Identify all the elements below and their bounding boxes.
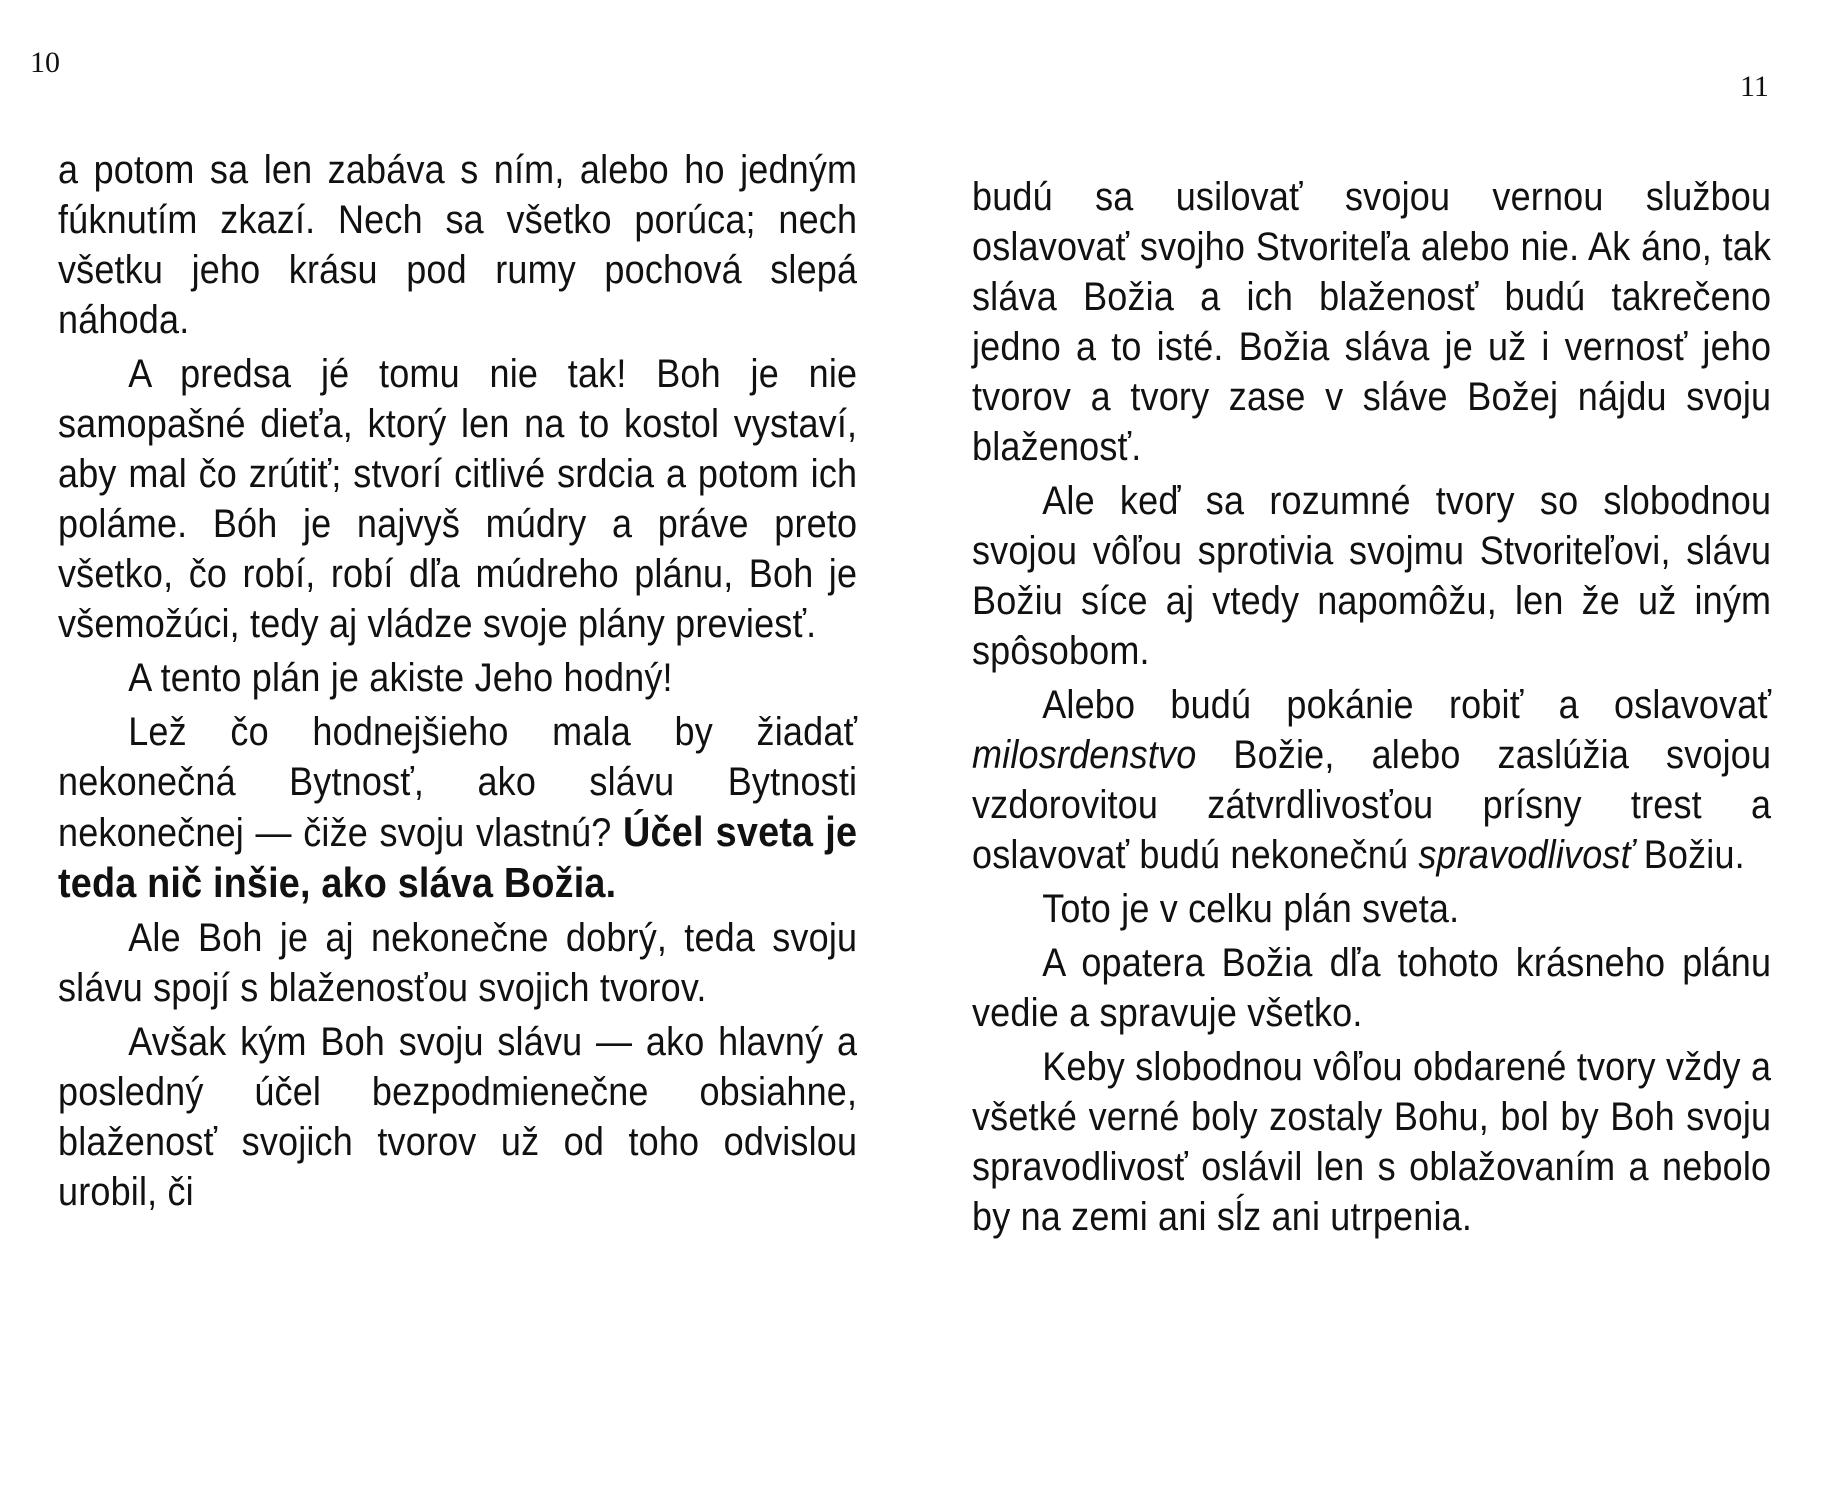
page-number-right: 11 — [1740, 70, 1769, 103]
page-number-left: 10 — [30, 46, 60, 79]
paragraph: A opatera Božia dľa tohoto krásneho plánu vedie a spravuje všetko. — [972, 941, 1772, 1035]
paragraph: Toto je v celku plán sveta. — [1042, 887, 1460, 931]
paragraph: A predsa jé tomu nie tak! Boh je nie samopašné dieťa, ktorý len na to kostol vystaví, aby mal čo zrútiť; stvorí citlivé srdcia a potom ich poláme. Bóh je najvyš múdry a práve preto všetko, čo robí, robí dľa múdreho plánu, Boh je všemožúci, tedy aj vládze svoje plány previesť. — [58, 352, 858, 646]
paragraph: Ale Boh je aj nekonečne dobrý, teda svoju slávu spojí s blaženosťou svojich tvorov. — [58, 916, 858, 1010]
paragraph: A tento plán je akiste Jeho hodný! — [128, 656, 673, 700]
italic-term: spravodlivosť — [1418, 833, 1634, 877]
italic-term: milosrdenstvo — [972, 733, 1197, 777]
paragraph: Ale keď sa rozumné tvory so slobodnou svojou vôľou sprotivia svojmu Stvoriteľovi, slávu Božiu síce aj vtedy napomôžu, len že už iným spôsobom. — [972, 479, 1772, 673]
paragraph-with-emphasis — [58, 707, 857, 909]
left-page-text — [58, 145, 858, 1221]
right-page-text — [972, 172, 1772, 1246]
paragraph: Keby slobodnou vôľou obdarené tvory vždy a všetké verné boly zostaly Bohu, bol by Boh svoju spravodlivosť oslávil len s oblažovaním a nebolo by na zemi ani sĺz ani utrpenia. — [972, 1045, 1772, 1239]
text-run: Božiu. — [1643, 833, 1745, 877]
paragraph: budú sa usilovať svojou vernou službou oslavovať svojho Stvoriteľa alebo nie. Ak áno, tak sláva Božia a ich blaženosť budú takrečeno jedno a to isté. Božia sláva je už i vernosť jeho tvorov a tvory zase v sláve Božej nájdu svoju blaženosť. — [972, 175, 1772, 469]
paragraph-lead: Lež čo hodnejšieho mala by žiadať nekonečná Bytnosť, ako slávu Bytnosti nekonečnej — čiže svoju vlastnú? — [58, 710, 858, 855]
paragraph-with-italics — [972, 680, 1771, 880]
bold-thesis: Účel sveta je teda nič inšie, ako sláva Božia. — [58, 808, 858, 906]
paragraph: Avšak kým Boh svoju slávu — ako hlavný a posledný účel bezpodmienečne obsiahne, blaženosť svojich tvorov už od toho odvislou urobil, či — [58, 1020, 858, 1214]
text-run: Alebo budú pokánie robiť a oslavovať — [1042, 683, 1772, 727]
text-run: Božie, alebo zaslúžia svojou vzdorovitou zátvrdlivosťou prísny trest a oslavovať budú nekonečnú — [972, 733, 1772, 877]
paragraph: a potom sa len zabáva s ním, alebo ho jedným fúknutím zkazí. Nech sa všetko porúca; nech všetku jeho krásu pod rumy pochová slepá náhoda. — [58, 148, 858, 342]
